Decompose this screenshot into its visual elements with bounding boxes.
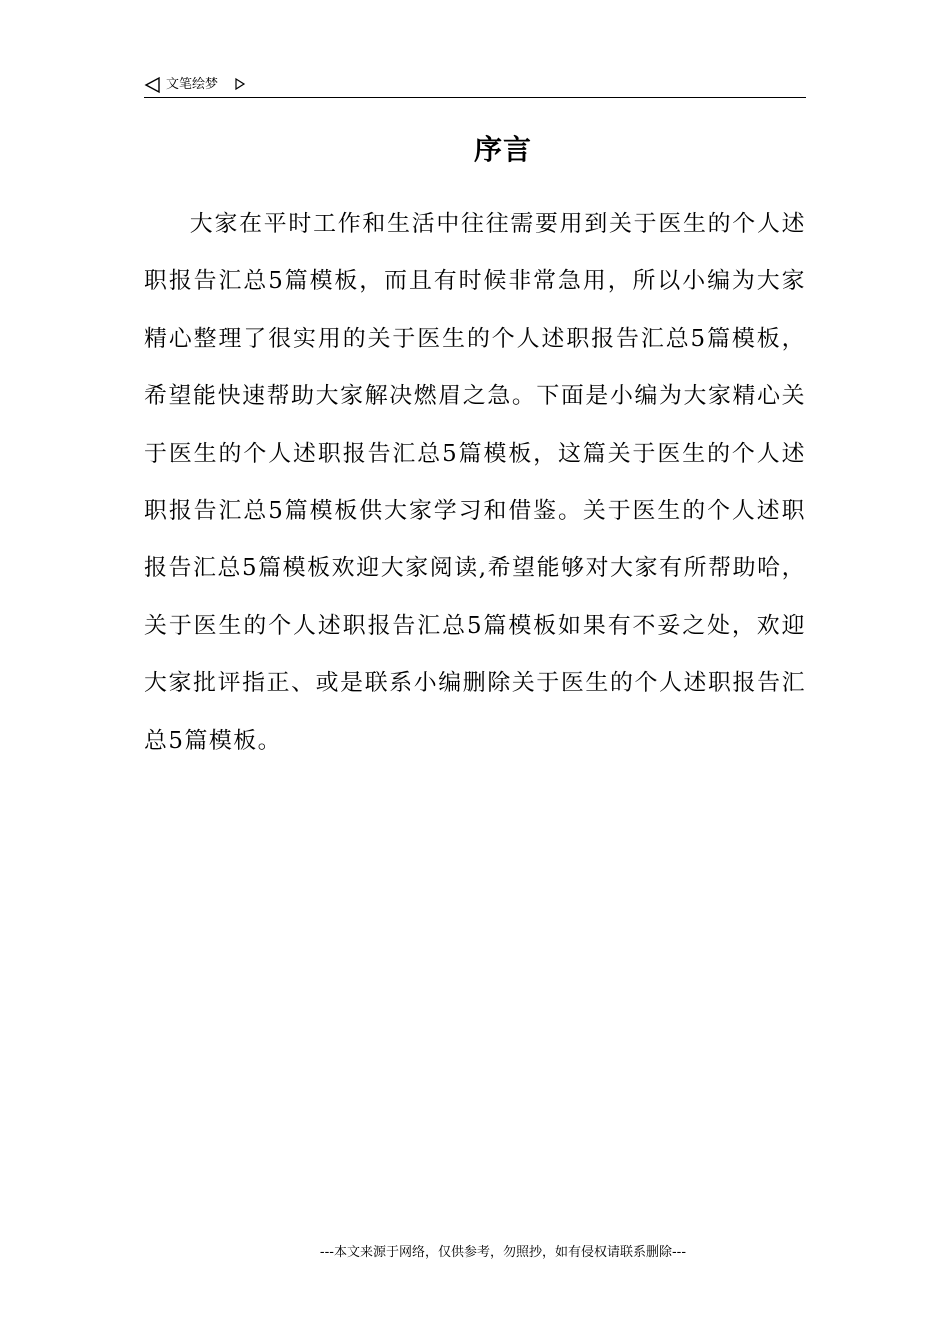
preface-paragraph: 大家在平时工作和生活中往往需要用到关于医生的个人述职报告汇总5篇模板，而且有时候非常急用，所以小编为大家精心整理了很实用的关于医生的个人述职报告汇总5篇模板，希望能快速帮助大家解决燃眉之急。下面是小编为大家精心关于医生的个人述职报告汇总5篇模板，这篇关于医生的个人述职报告汇总5篇模板供大家学习和借鉴。关于医生的个人述职报告汇总5篇模板欢迎大家阅读,希望能够对大家有所帮助哈，关于医生的个人述职报告汇总5篇模板如果有不妥之处，欢迎大家批评指正、或是联系小编删除关于医生的个人述职报告汇总5篇模板。: [144, 211, 806, 754]
document-title: 序言: [473, 133, 532, 166]
triangle-right-outline-icon: [234, 77, 246, 91]
triangle-left-outline-icon: [144, 76, 162, 94]
page-header: [144, 74, 806, 98]
header-divider: [144, 97, 806, 98]
footer-notice: ---本文来源于网络，仅供参考，勿照抄，如有侵权请联系删除---: [319, 1245, 687, 1260]
header-title: 文笔绘梦: [166, 77, 219, 92]
